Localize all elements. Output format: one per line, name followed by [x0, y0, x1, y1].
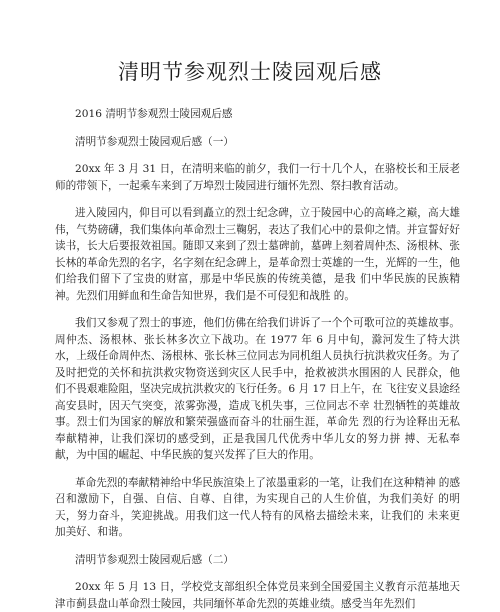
paragraph: 我们又参观了烈士的事迹，他们仿佛在给我们讲诉了一个个可歌可泣的英雄故事。周仲杰、汤根林、张长林多次立下战功。在 1977 年 6 月中旬，滁河发生了特大洪水，上级任命周仲杰、汤根林、张长林三位同志为同机组人员执行抗洪救灾任务。为了及时把党的关怀和抗洪救灾物资送到灾区人民手中，抢救被洪水围困的人 民群众，他们不畏艰难险阻，坚决完成抗洪救灾的飞行任务。6 月 17 日上午，在 飞往安义县途经高安县时，因天气突变，浓雾弥漫，造成飞机失事，三位同志不幸 壮烈牺牲的英雄故事。烈士们为国家的解放和繁荣强盛而奋斗的壮丽生涯，革命先 烈的行为诠释出无私奉献精神，让我们深切的感受到，正是我国几代优秀中华儿女的努力拼 搏、无私奉献，为中国的崛起、中华民族的复兴发挥了巨大的作用。: [55, 317, 460, 461]
paragraph: 20xx 年 5 月 13 日，学校党支部组织全体党员来到全国爱国主义教育示范基地天津市蓟县盘山革命烈士陵园，共同缅怀革命先烈的英雄业绩。感受当年先烈们: [55, 581, 460, 610]
paragraph: 进入陵园内，仰目可以看到矗立的烈士纪念碑，立于陵园中心的高峰之巅，高大雄伟，气势磅礴，我们集体向革命烈士三鞠躬，表达了我们心中的景仰之情。并宣誓好好读书，长大后要报效祖国。随即又来到了烈士墓碑前，墓碑上刻着周仲杰、汤根林、张长林的革命先烈的名字，名字刻在纪念碑上，是革命烈士英雄的一生，光辉的一生，他们给我们留下了宝贵的财富，那是中华民族的传统美德，是我 们中华民族的民族精神。先烈们用鲜血和生命告知世界，我们是不可侵犯和战胜 的。: [55, 207, 460, 302]
paragraph: 20xx 年 3 月 31 日，在清明来临的前夕，我们一行十几个人，在骆校长和王辰老师的带领下，一起乘车来到了万埠烈士陵园进行缅怀先烈、祭扫教育活动。: [55, 163, 460, 192]
section-heading-2: 清明节参观烈士陵园观后感（二）: [75, 553, 234, 566]
document-body: [55, 106, 460, 612]
intro-line: 2016 清明节参观烈士陵园观后感: [75, 108, 233, 120]
paragraph: 革命先烈的奉献精神给中华民族渲染上了浓墨重彩的一笔，让我们在这种精神 的感召和激励下，自强、自信、自尊、自律，为实现自己的人生价值，为我们美好 的明天，努力奋斗，笑迎挑战。用我们这一代人特有的风格去描绘未来，让我们的 未来更加美好、和谐。: [55, 476, 460, 538]
document-title: 清明节参观烈士陵园观后感: [118, 60, 382, 84]
section-heading-1: 清明节参观烈士陵园观后感（一）: [75, 135, 234, 148]
